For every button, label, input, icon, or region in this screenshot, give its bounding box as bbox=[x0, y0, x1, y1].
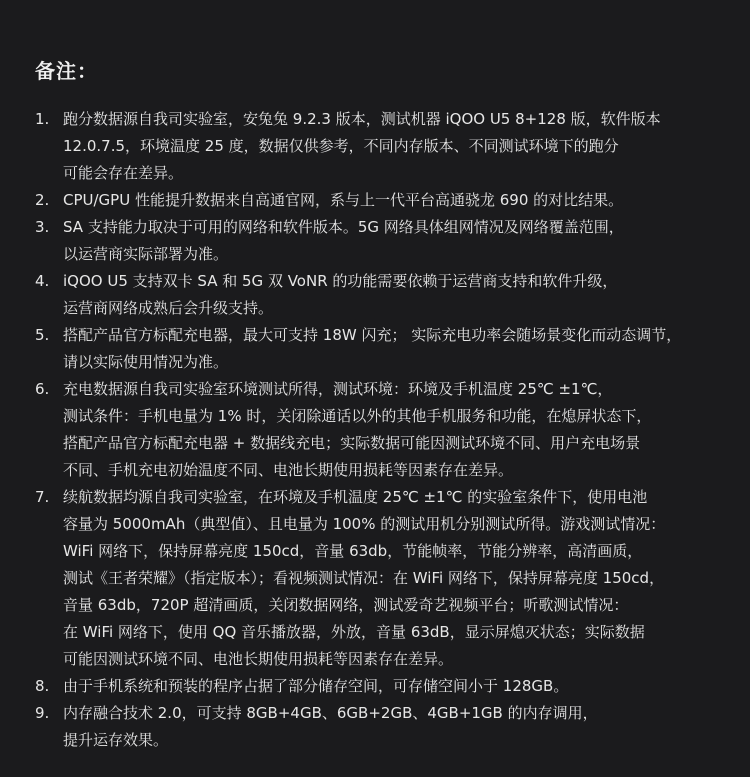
note-text-line: 搭配产品官方标配充电器，最大可支持 18W 闪充； 实际充电功率会随场景变化而动态调节， bbox=[63, 326, 682, 344]
note-text-line: 跑分数据源自我司实验室，安兔兔 9.2.3 版本，测试机器 iQOO U5 8+128 版，软件版本 bbox=[63, 110, 661, 128]
note-text-line: 12.0.7.5，环境温度 25 度，数据仅供参考，不同内存版本、不同测试环境下的跑分 bbox=[63, 137, 619, 155]
note-text-line: 运营商网络成熟后会升级支持。 bbox=[63, 299, 274, 317]
note-item bbox=[0, 106, 750, 187]
note-number: 5. bbox=[35, 326, 50, 344]
note-text-line: 在 WiFi 网络下，使用 QQ 音乐播放器，外放，音量 63dB，显示屏熄灭状态；实际数据 bbox=[63, 623, 645, 641]
note-text-line: 测试《王者荣耀》（指定版本）；看视频测试情况：在 WiFi 网络下，保持屏幕亮度 150cd， bbox=[63, 569, 665, 587]
note-text-line: 提升运存效果。 bbox=[63, 731, 169, 749]
note-text-line: WiFi 网络下，保持屏幕亮度 150cd，音量 63db，节能帧率，节能分辨率，高清画质， bbox=[63, 542, 643, 560]
note-number: 8. bbox=[35, 677, 50, 695]
note-text-line: 测试条件：手机电量为 1% 时，关闭除通话以外的其他手机服务和功能，在熄屏状态下， bbox=[63, 407, 652, 425]
note-text-line: 由于手机系统和预装的程序占据了部分储存空间，可存储空间小于 128GB。 bbox=[63, 677, 569, 695]
notes-list bbox=[0, 106, 750, 754]
note-number: 3. bbox=[35, 218, 50, 236]
note-text-line: 充电数据源自我司实验室环境测试所得，测试环境：环境及手机温度 25℃ ±1℃， bbox=[63, 380, 613, 398]
note-text-line: 内存融合技术 2.0，可支持 8GB+4GB、6GB+2GB、4GB+1GB 的内存调用， bbox=[63, 704, 598, 722]
note-text-line: 不同、手机充电初始温度不同、电池长期使用损耗等因素存在差异。 bbox=[63, 461, 514, 479]
note-text-line: 以运营商实际部署为准。 bbox=[63, 245, 229, 263]
note-number: 1. bbox=[35, 110, 50, 128]
note-text-line: 容量为 5000mAh（典型值）、且电量为 100% 的测试用机分别测试所得。游戏测试情况： bbox=[63, 515, 666, 533]
note-number: 4. bbox=[35, 272, 50, 290]
notes-title: 备注： bbox=[35, 59, 98, 83]
note-number: 9. bbox=[35, 704, 50, 722]
note-item bbox=[0, 268, 750, 322]
note-text-line: 请以实际使用情况为准。 bbox=[63, 353, 229, 371]
note-number: 7. bbox=[35, 488, 50, 506]
note-text-line: iQOO U5 支持双卡 SA 和 5G 双 VoNR 的功能需要依赖于运营商支持和软件升级， bbox=[63, 272, 618, 290]
note-item bbox=[0, 214, 750, 268]
note-number: 6. bbox=[35, 380, 50, 398]
note-item bbox=[0, 673, 750, 700]
note-text-line: 续航数据均源自我司实验室，在环境及手机温度 25℃ ±1℃ 的实验室条件下，使用电池 bbox=[63, 488, 648, 506]
note-text-line: CPU/GPU 性能提升数据来自高通官网，系与上一代平台高通骁龙 690 的对比结果。 bbox=[63, 191, 624, 209]
note-text-line: 搭配产品官方标配充电器 + 数据线充电；实际数据可能因测试环境不同、用户充电场景 bbox=[63, 434, 641, 452]
note-item bbox=[0, 484, 750, 673]
note-text-line: SA 支持能力取决于可用的网络和软件版本。5G 网络具体组网情况及网络覆盖范围， bbox=[63, 218, 624, 236]
note-text-line: 可能会存在差异。 bbox=[63, 164, 184, 182]
note-item bbox=[0, 322, 750, 376]
note-number: 2. bbox=[35, 191, 50, 209]
note-item bbox=[0, 700, 750, 754]
note-item bbox=[0, 187, 750, 214]
note-text-line: 音量 63db，720P 超清画质，关闭数据网络，测试爱奇艺视频平台；听歌测试情况： bbox=[63, 596, 629, 614]
note-item bbox=[0, 376, 750, 484]
note-text-line: 可能因测试环境不同、电池长期使用损耗等因素存在差异。 bbox=[63, 650, 454, 668]
